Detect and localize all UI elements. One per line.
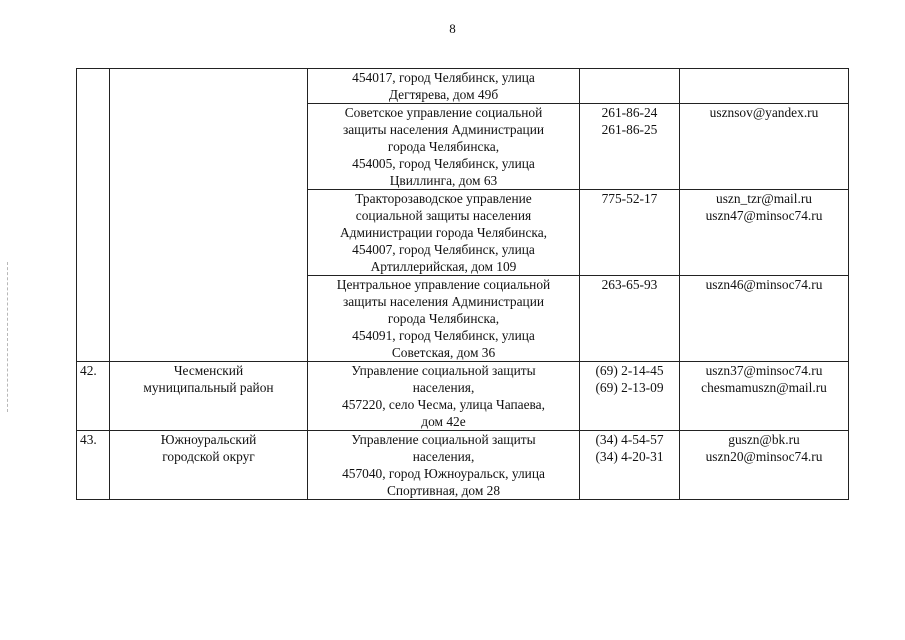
phone-cell [580,190,680,276]
phone-cell [580,362,680,431]
email-cell [680,104,849,190]
row-number-cell [77,69,110,362]
email-address: uszn47@minsoc74.ru [705,208,823,223]
organization-line: социальной защиты населения [355,208,532,223]
organization-line: 457220, село Чесма, улица Чапаева, [342,397,545,412]
organization-cell [308,276,580,362]
contacts-table [76,68,849,500]
organization-line: Центральное управление социальной [336,277,551,292]
organization-line: Управление социальной защиты [351,432,536,447]
organization-line: Спортивная, дом 28 [386,483,501,498]
organization-line: Управление социальной защиты [351,363,536,378]
district-cell [110,69,308,362]
organization-line: населения, [412,380,475,395]
email-cell [680,431,849,500]
table-row [77,431,849,500]
organization-line: 454091, город Челябинск, улица [352,328,535,343]
organization-line: 454017, город Челябинск, улица [352,70,535,85]
email-address: uszn37@minsoc74.ru [705,363,823,378]
district-cell [110,431,308,500]
email-address: guszn@bk.ru [728,432,800,447]
phone-number: 775-52-17 [601,191,658,206]
phone-number: 261-86-25 [601,122,658,137]
email-cell [680,276,849,362]
table-row [77,69,849,104]
email-cell [680,69,849,104]
organization-line: города Челябинска, [387,139,500,154]
organization-cell [308,362,580,431]
phone-number: 263-65-93 [601,277,658,292]
page-number: 8 [449,21,456,36]
district-line: Чесменский [173,363,244,378]
phone-cell [580,104,680,190]
organization-line: Артиллерийская, дом 109 [370,259,517,274]
phone-cell [580,431,680,500]
organization-line: Цвиллинга, дом 63 [389,173,498,188]
organization-line: Дегтярева, дом 49б [388,87,499,102]
organization-line: 457040, город Южноуральск, улица [342,466,545,481]
organization-line: защиты населения Администрации [342,294,545,309]
organization-line: Тракторозаводское управление [355,191,532,206]
organization-line: города Челябинска, [387,311,500,326]
organization-line: Советское управление социальной [344,105,543,120]
phone-number: 261-86-24 [601,105,658,120]
organization-line: населения, [412,449,475,464]
email-address: chesmamuszn@mail.ru [701,380,827,395]
email-address: uszn20@minsoc74.ru [705,449,823,464]
phone-number: (69) 2-13-09 [595,380,664,395]
scan-margin-mark [7,262,9,412]
district-line: городской округ [162,449,255,464]
email-cell [680,362,849,431]
organization-line: 454005, город Челябинск, улица [352,156,535,171]
email-cell [680,190,849,276]
organization-line: дом 42е [421,414,466,429]
organization-cell [308,104,580,190]
table-body [77,69,849,500]
phone-cell [580,69,680,104]
email-address: uszn46@minsoc74.ru [705,277,823,292]
organization-cell [308,431,580,500]
organization-line: Администрации города Челябинска, [339,225,548,240]
table-row [77,362,849,431]
row-number-cell: 42. [77,362,110,431]
email-address: usznsov@yandex.ru [709,105,819,120]
email-address: uszn_tzr@mail.ru [716,191,812,206]
organization-line: 454007, город Челябинск, улица [352,242,535,257]
phone-number: (69) 2-14-45 [595,363,664,378]
row-number-cell: 43. [77,431,110,500]
phone-number: (34) 4-20-31 [595,449,664,464]
phone-number: (34) 4-54-57 [595,432,664,447]
phone-cell [580,276,680,362]
district-cell [110,362,308,431]
organization-cell [308,190,580,276]
district-line: Южноуральский [160,432,257,447]
district-line: муниципальный район [143,380,274,395]
organization-line: Советская, дом 36 [391,345,496,360]
organization-cell [308,69,580,104]
organization-line: защиты населения Администрации [342,122,545,137]
